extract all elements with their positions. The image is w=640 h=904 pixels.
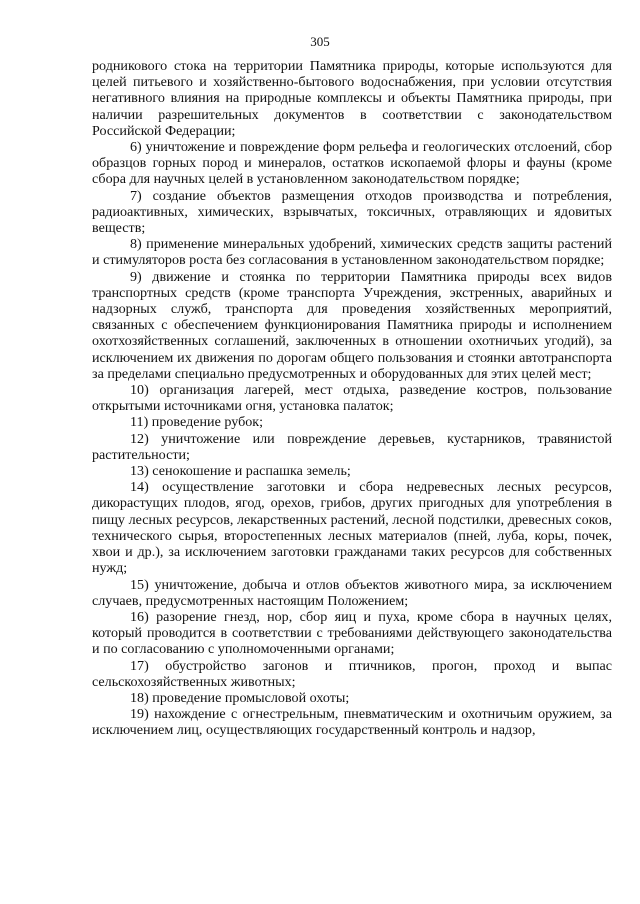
paragraph: 17) обустройство загонов и птичников, прогон, проход и выпас сельскохозяйственных животных; bbox=[92, 657, 612, 690]
paragraph: 7) создание объектов размещения отходов производства и потребления, радиоактивных, химических, взрывчатых, токсичных, отравляющих и ядовитых веществ; bbox=[92, 187, 612, 237]
paragraph: 18) проведение промысловой охоты; bbox=[130, 689, 350, 706]
page-number: 305 bbox=[310, 34, 330, 49]
paragraph: 8) применение минеральных удобрений, химических средств защиты растений и стимуляторов роста без согласования в установленном законодательством порядке; bbox=[92, 236, 612, 269]
paragraph: родникового стока на территории Памятника природы, которые используются для целей питьевого и хозяйственно-бытового водоснабжения, при условии отсутствия негативного влияния на природные комплексы и объекты Памятника природы, при наличии разрешительных документов в соответствии с законодательством Российской Федерации; bbox=[92, 58, 612, 139]
paragraph: 14) осуществление заготовки и сбора недревесных лесных ресурсов, дикорастущих плодов, ягод, орехов, грибов, других пригодных для употребления в пищу лесных ресурсов, лекарственных растений, лесной подстилки, древесных соков, технического сырья, второстепенных лесных материалов (пней, луба, коры, почек, хвои и др.), за исключением заготовки гражданами таких ресурсов для собственных нужд; bbox=[92, 479, 612, 577]
paragraph: 19) нахождение с огнестрельным, пневматическим и охотничьим оружием, за исключением лиц, осуществляющих государственный контроль и надзор, bbox=[92, 706, 612, 739]
paragraph: 9) движение и стоянка по территории Памятника природы всех видов транспортных средств (кроме транспорта Учреждения, экстренных, аварийных и надзорных служб, транспорта для проведения хозяйственных мероприятий, связанных с обеспечением функционирования Памятника природы и исполнением охотхозяйственных соглашений, заключенных в отношении охотничьих угодий), за исключением их движения по дорогам общего пользования и стоянки автотранспорта за пределами специально предусмотренных и оборудованных для этих целей мест; bbox=[92, 268, 612, 382]
paragraph: 15) уничтожение, добыча и отлов объектов животного мира, за исключением случаев, предусмотренных настоящим Положением; bbox=[92, 576, 612, 609]
paragraph: 13) сенокошение и распашка земель; bbox=[130, 463, 351, 480]
paragraph: 12) уничтожение или повреждение деревьев, кустарников, травянистой растительности; bbox=[92, 430, 612, 463]
paragraph: 11) проведение рубок; bbox=[130, 414, 264, 431]
document-body bbox=[92, 58, 612, 739]
paragraph: 10) организация лагерей, мест отдыха, разведение костров, пользование открытыми источниками огня, установка палаток; bbox=[92, 382, 612, 415]
paragraph: 6) уничтожение и повреждение форм рельефа и геологических отслоений, сбор образцов горных пород и минералов, остатков ископаемой флоры и фауны (кроме сбора для научных целей в установленном законодательством порядке; bbox=[92, 139, 612, 188]
paragraph: 16) разорение гнезд, нор, сбор яиц и пуха, кроме сбора в научных целях, который проводится в соответствии с требованиями действующего законодательства и по согласованию с уполномоченными органами; bbox=[92, 608, 612, 658]
